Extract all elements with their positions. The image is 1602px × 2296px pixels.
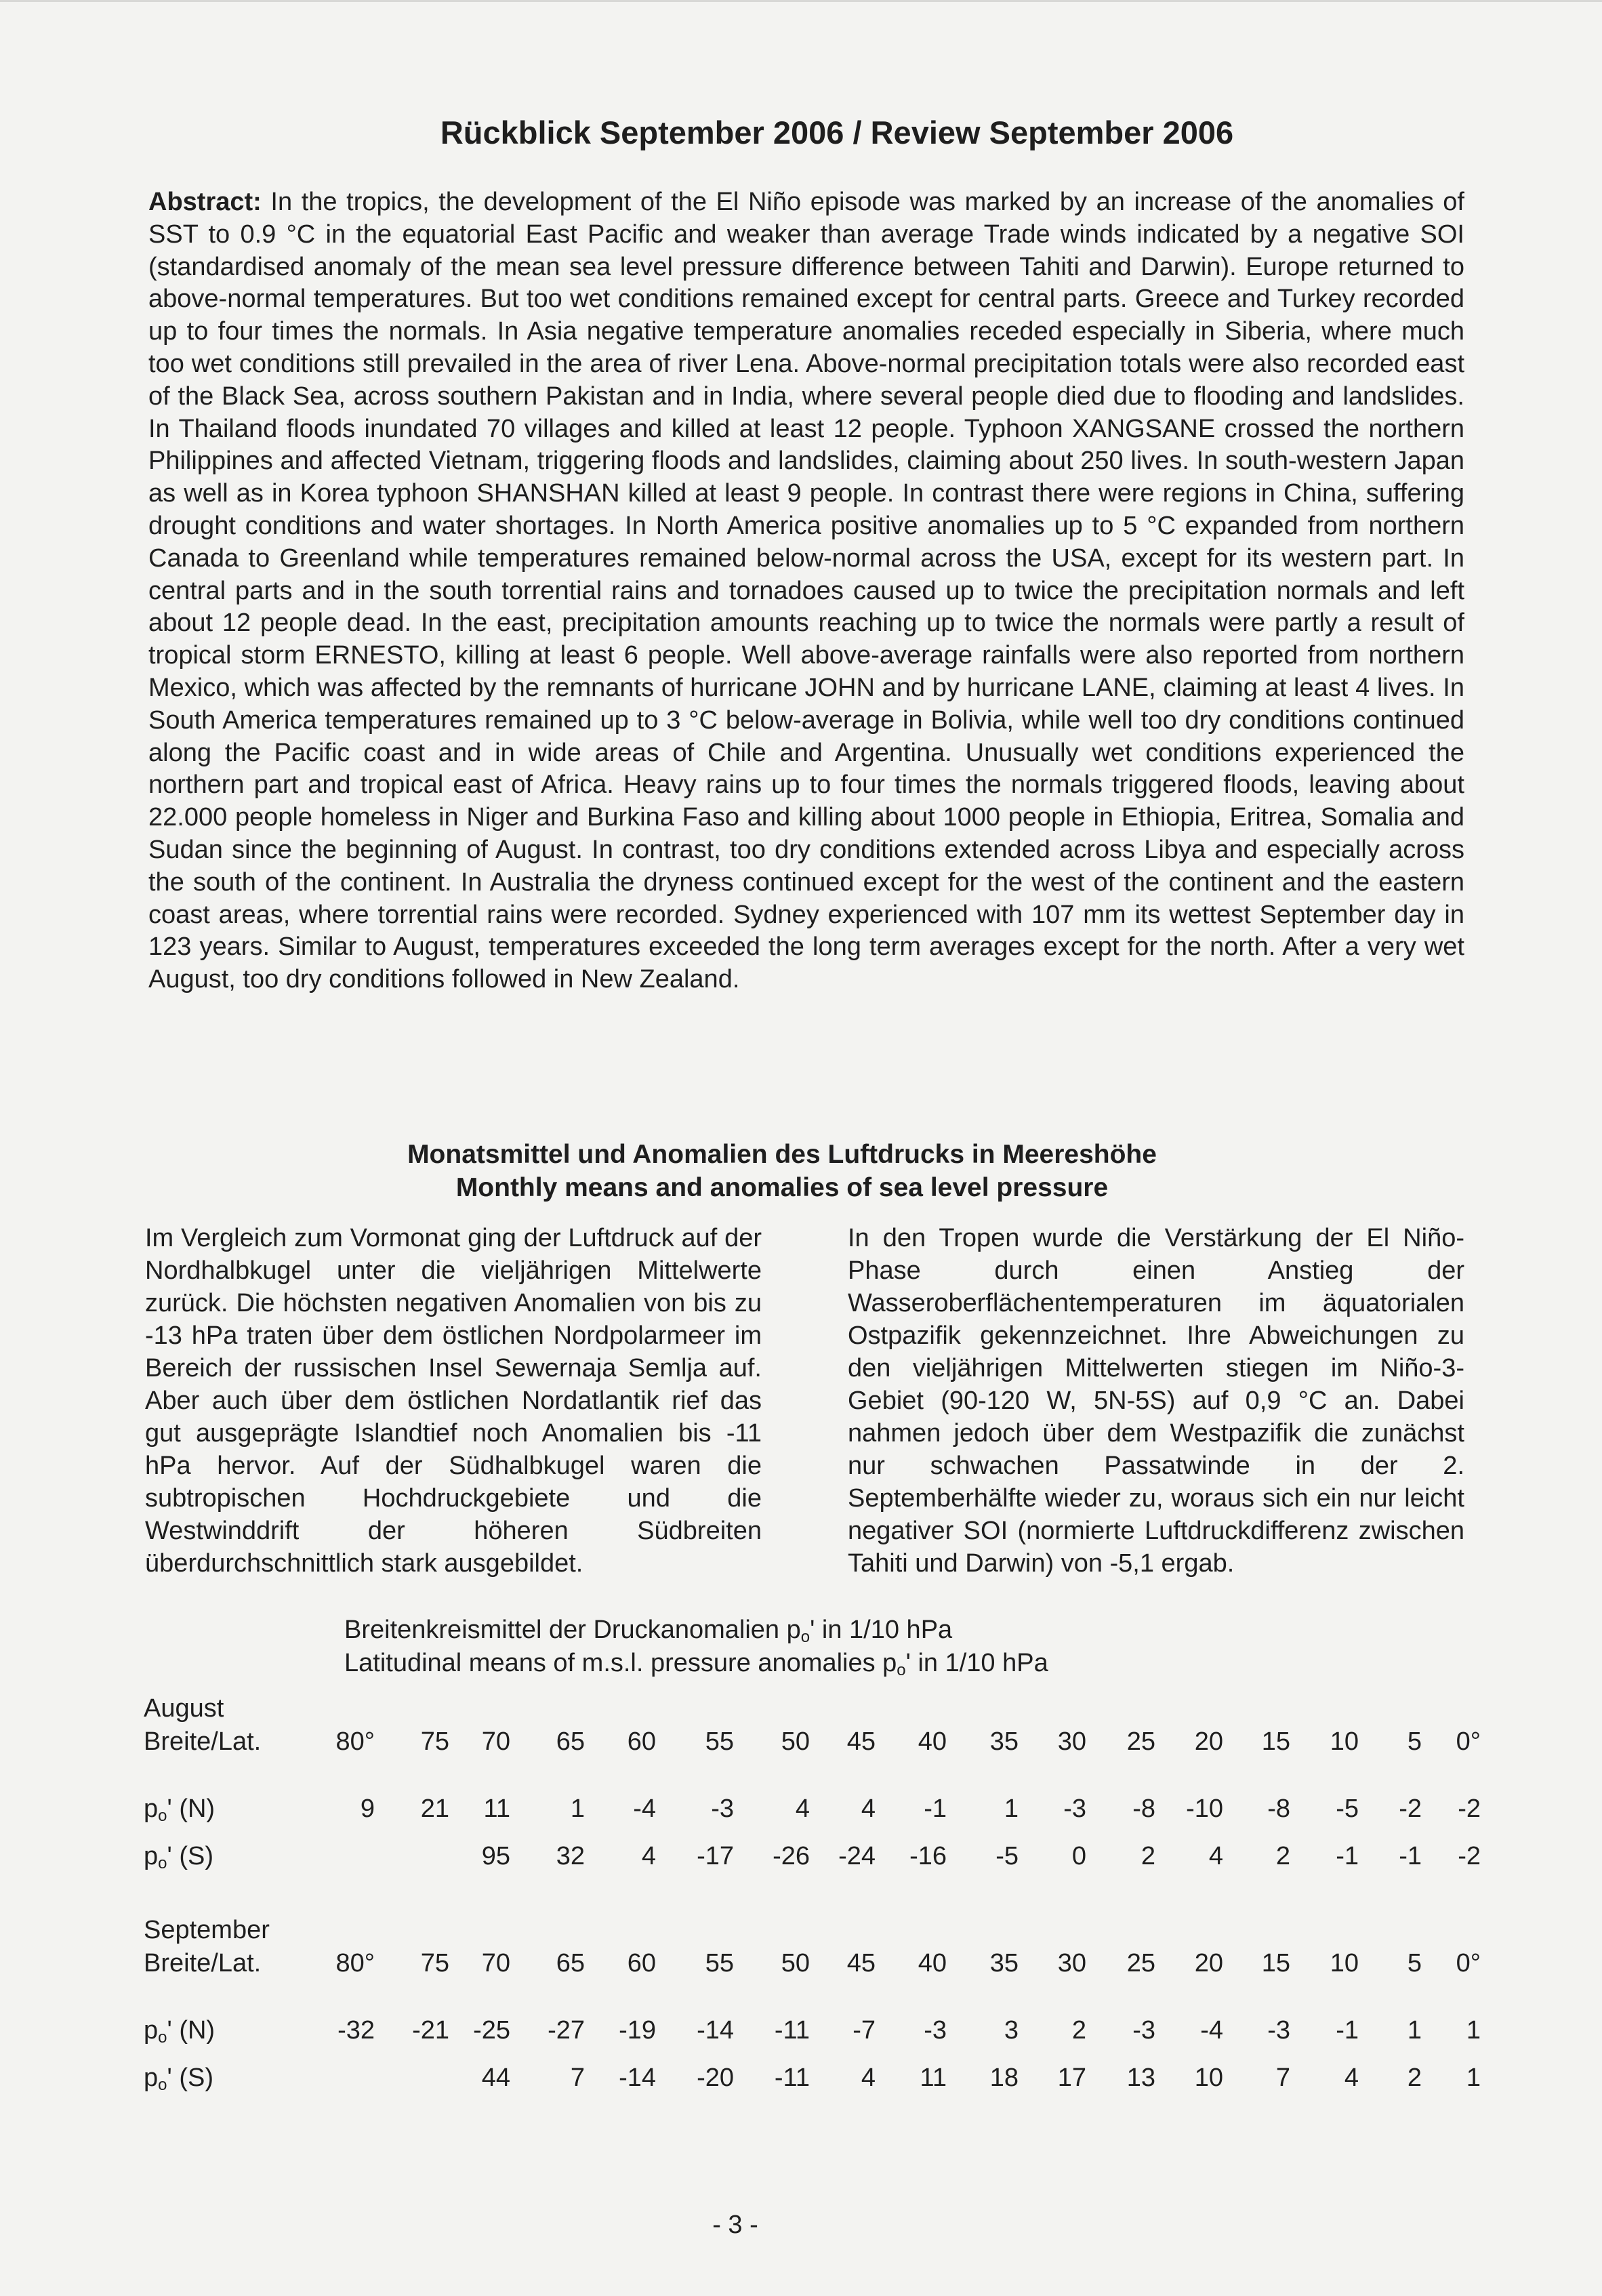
latitude-cell: 80° bbox=[335, 1949, 375, 1977]
latitude-cell: 55 bbox=[705, 1727, 734, 1756]
value-cell: -19 bbox=[619, 2016, 656, 2045]
abstract-label: Abstract: bbox=[148, 188, 262, 216]
latitude-cell: 50 bbox=[781, 1949, 810, 1977]
table-month-label bbox=[0, 1916, 1602, 1950]
latitude-cell: 75 bbox=[420, 1949, 449, 1977]
row-label-south: $p_o'$ (S) bbox=[144, 1842, 213, 1872]
value-cell: 7 bbox=[570, 2064, 585, 2092]
value-cell: 1 bbox=[1466, 2064, 1481, 2092]
table-latitude-row bbox=[0, 1949, 1602, 1983]
latitude-cell: 70 bbox=[481, 1727, 510, 1756]
value-cell: 2 bbox=[1141, 1842, 1155, 1870]
value-cell: -8 bbox=[1267, 1795, 1290, 1823]
latitude-cell: 35 bbox=[989, 1949, 1019, 1977]
latitude-cell: 45 bbox=[846, 1949, 876, 1977]
value-cell: 4 bbox=[795, 1795, 810, 1823]
value-cell: 32 bbox=[556, 1842, 585, 1870]
value-cell: -3 bbox=[711, 1795, 734, 1823]
value-cell: -4 bbox=[633, 1795, 656, 1823]
value-cell: 2 bbox=[1275, 1842, 1290, 1870]
latitude-cell: 30 bbox=[1057, 1949, 1086, 1977]
value-cell: 1 bbox=[1466, 2016, 1481, 2045]
row-label-north: $p_o'$ (N) bbox=[144, 2016, 215, 2047]
value-cell: -1 bbox=[924, 1795, 947, 1823]
value-cell: -3 bbox=[1063, 1795, 1086, 1823]
abstract bbox=[148, 186, 1464, 996]
value-cell: 1 bbox=[1407, 2016, 1422, 2045]
value-cell: 21 bbox=[420, 1795, 449, 1823]
table-heading-en: Latitudinal means of m.s.l. pressure anomalies $p_o'$ in 1/10 hPa bbox=[344, 1649, 1048, 1679]
latitude-cell: 65 bbox=[556, 1949, 585, 1977]
latitude-cell: 60 bbox=[627, 1727, 656, 1756]
latitude-cell: 20 bbox=[1194, 1949, 1223, 1977]
value-cell: -3 bbox=[1267, 2016, 1290, 2045]
value-cell: -3 bbox=[924, 2016, 947, 2045]
value-cell: 17 bbox=[1057, 2064, 1086, 2092]
latitude-cell: 35 bbox=[989, 1727, 1019, 1756]
latitude-cell: 30 bbox=[1057, 1727, 1086, 1756]
section-text-column-2: In den Tropen wurde die Verstärkung der El Niño-Phase durch einen Anstieg der Wasseroberflächentemperaturen im äquatorialen Ostpazifik gekennzeichnet. Ihre Abweichungen zu den vieljährigen Mittelwerten stiegen im Niño-3-Gebiet (90-120 W, 5N-5S) auf 0,9 °C an. Dabei nahmen jedoch über dem Westpazifik die zunächst nur schwachen Passatwinde in der 2. Septemberhälfte wieder zu, woraus sich ein nur leicht negativer SOI (normierte Luftdruckdifferenz zwischen Tahiti und Darwin) von -5,1 ergab. bbox=[848, 1224, 1464, 1578]
value-cell: -24 bbox=[838, 1842, 876, 1870]
value-cell: 4 bbox=[1344, 2064, 1359, 2092]
section-heading-en: Monthly means and anomalies of sea level pressure bbox=[455, 1173, 1109, 1202]
row-label-south: $p_o'$ (S) bbox=[144, 2064, 213, 2094]
section-heading-de: Monatsmittel und Anomalien des Luftdrucks in Meereshöhe bbox=[407, 1140, 1157, 1169]
latitude-cell: 75 bbox=[420, 1727, 449, 1756]
latitude-cell: 45 bbox=[846, 1727, 876, 1756]
latitude-cell: 80° bbox=[335, 1727, 375, 1756]
value-cell: -1 bbox=[1336, 1842, 1359, 1870]
value-cell: 44 bbox=[481, 2064, 510, 2092]
latitude-cell: 50 bbox=[781, 1727, 810, 1756]
value-cell: -2 bbox=[1458, 1795, 1481, 1823]
latitude-cell: 10 bbox=[1330, 1727, 1359, 1756]
latitude-label: Breite/Lat. bbox=[144, 1949, 262, 1977]
value-cell: -21 bbox=[412, 2016, 449, 2045]
value-cell: -4 bbox=[1200, 2016, 1223, 2045]
table-heading-de: Breitenkreismittel der Druckanomalien $p_o'$ in 1/10 hPa bbox=[344, 1616, 953, 1646]
page-title: Rückblick September 2006 / Review September 2006 bbox=[440, 115, 1234, 150]
value-cell: -10 bbox=[1186, 1795, 1223, 1823]
value-cell: 4 bbox=[861, 2064, 876, 2092]
value-cell: 9 bbox=[360, 1795, 375, 1823]
latitude-cell: 10 bbox=[1330, 1949, 1359, 1977]
page-number: - 3 - bbox=[712, 2211, 758, 2239]
value-cell: 4 bbox=[861, 1795, 876, 1823]
table-latitude-row bbox=[0, 1727, 1602, 1761]
table-row-south bbox=[0, 1842, 1602, 1876]
value-cell: -5 bbox=[1336, 1795, 1359, 1823]
value-cell: 18 bbox=[989, 2064, 1019, 2092]
table-row-south bbox=[0, 2064, 1602, 2097]
table-row-north bbox=[0, 1795, 1602, 1828]
latitude-cell: 20 bbox=[1194, 1727, 1223, 1756]
latitude-cell: 0° bbox=[1456, 1949, 1481, 1977]
value-cell: -1 bbox=[1336, 2016, 1359, 2045]
value-cell: -8 bbox=[1132, 1795, 1155, 1823]
value-cell: -25 bbox=[473, 2016, 510, 2045]
value-cell: 3 bbox=[1004, 2016, 1019, 2045]
page-edge bbox=[0, 0, 1602, 2]
value-cell: 4 bbox=[1208, 1842, 1223, 1870]
value-cell: 2 bbox=[1407, 2064, 1422, 2092]
value-cell: 13 bbox=[1126, 2064, 1155, 2092]
latitude-label: Breite/Lat. bbox=[144, 1727, 262, 1756]
row-label-north: $p_o'$ (N) bbox=[144, 1795, 215, 1825]
value-cell: -14 bbox=[697, 2016, 734, 2045]
value-cell: 4 bbox=[641, 1842, 656, 1870]
latitude-cell: 5 bbox=[1407, 1727, 1422, 1756]
value-cell: -3 bbox=[1132, 2016, 1155, 2045]
value-cell: 10 bbox=[1194, 2064, 1223, 2092]
latitude-cell: 15 bbox=[1261, 1727, 1290, 1756]
value-cell: 2 bbox=[1071, 2016, 1086, 2045]
latitude-cell: 25 bbox=[1126, 1727, 1155, 1756]
section-text-column-1: Im Vergleich zum Vormonat ging der Luftdruck auf der Nordhalbkugel unter die vieljährigen Mittelwerte zurück. Die höchsten negativen Anomalien von bis zu -13 hPa traten über dem östlichen Nordpolarmeer im Bereich der russischen Insel Sewernaja Semlja auf. Aber auch über dem östlichen Nordatlantik rief das gut ausgeprägte Islandtief noch Anomalien bis -11 hPa hervor. Auf der Südhalbkugel waren die subtropischen Hochdruckgebiete und die Westwinddrift der höheren Südbreiten überdurchschnittlich stark ausgebildet. bbox=[145, 1224, 762, 1578]
latitude-cell: 0° bbox=[1456, 1727, 1481, 1756]
latitude-cell: 65 bbox=[556, 1727, 585, 1756]
value-cell: 11 bbox=[483, 1795, 510, 1823]
value-cell: -7 bbox=[853, 2016, 876, 2045]
latitude-cell: 55 bbox=[705, 1949, 734, 1977]
table-month-label bbox=[0, 1694, 1602, 1728]
abstract-text: In the tropics, the development of the El Niño episode was marked by an increase of the anomalies of SST to 0.9 °C in the equatorial East Pacific and weaker than average Trade winds indicated by a negative SOI (standardised anomaly of the mean sea level pressure difference between Tahiti and Darwin). Europe returned to above-normal temperatures. But too wet conditions remained except for central parts. Greece and Turkey recorded up to four times the normals. In Asia negative temperature anomalies receded especially in Siberia, where much too wet conditions still prevailed in the area of river Lena. Above-normal precipitation totals were also recorded east of the Black Sea, across southern Pakistan and in India, where several people died due to flooding and landslides. In Thailand floods inundated 70 villages and killed at least 12 people. Typhoon XANGSANE crossed the northern Philippines and affected Vietnam, triggering floods and landslides, claiming about 250 lives. In south-western Japan as well as in Korea typhoon SHANSHAN killed at least 9 people. In contrast there were regions in China, suffering drought conditions and water shortages. In North America positive anomalies up to 5 °C expanded from northern Canada to Greenland while temperatures remained below-normal across the USA, except for its western part. In central parts and in the south torrential rains and tornadoes caused up to twice the precipitation normals and left about 12 people dead. In the east, precipitation amounts reaching up to twice the normals were partly a result of tropical storm ERNESTO, killing at least 6 people. Well above-average rainfalls were also reported from northern Mexico, which was affected by the remnants of hurricane JOHN and by hurricane LANE, claiming at least 4 lives. In South America temperatures remained up to 3 °C below-average in Bolivia, while well too dry conditions continued along the Pacific coast and in wide areas of Chile and Argentina. Unusually wet conditions experienced the northern part and tropical east of Africa. Heavy rains up to four times the normals triggered floods, leaving about 22.000 people homeless in Niger and Burkina Faso and killing about 1000 people in Ethiopia, Eritrea, Somalia and Sudan since the beginning of August. In contrast, too dry conditions extended across Libya and especially across the south of the continent. In Australia the dryness continued except for the west of the continent and the eastern coast areas, where torrential rains were recorded. Sydney experienced with 107 mm its wettest September day in 123 years. Similar to August, temperatures exceeded the long term averages except for the north. After a very wet August, too dry conditions followed in New Zealand. bbox=[148, 188, 1464, 994]
latitude-cell: 5 bbox=[1407, 1949, 1422, 1977]
value-cell: 0 bbox=[1071, 1842, 1086, 1870]
value-cell: -5 bbox=[995, 1842, 1019, 1870]
value-cell: -20 bbox=[697, 2064, 734, 2092]
value-cell: -1 bbox=[1399, 1842, 1422, 1870]
month-name: September bbox=[144, 1916, 270, 1944]
value-cell: 95 bbox=[481, 1842, 510, 1870]
value-cell: 7 bbox=[1275, 2064, 1290, 2092]
value-cell: -27 bbox=[548, 2016, 585, 2045]
latitude-cell: 60 bbox=[627, 1949, 656, 1977]
latitude-cell: 40 bbox=[918, 1949, 947, 1977]
latitude-cell: 70 bbox=[481, 1949, 510, 1977]
value-cell: -2 bbox=[1399, 1795, 1422, 1823]
month-name: August bbox=[144, 1694, 224, 1723]
latitude-cell: 40 bbox=[918, 1727, 947, 1756]
value-cell: -32 bbox=[337, 2016, 375, 2045]
table-row-north bbox=[0, 2016, 1602, 2050]
value-cell: 11 bbox=[920, 2064, 947, 2092]
value-cell: -2 bbox=[1458, 1842, 1481, 1870]
value-cell: -26 bbox=[773, 1842, 810, 1870]
value-cell: -11 bbox=[774, 2064, 810, 2092]
value-cell: 1 bbox=[1004, 1795, 1019, 1823]
value-cell: 1 bbox=[570, 1795, 585, 1823]
value-cell: -11 bbox=[774, 2016, 810, 2045]
latitude-cell: 25 bbox=[1126, 1949, 1155, 1977]
value-cell: -14 bbox=[619, 2064, 656, 2092]
value-cell: -16 bbox=[909, 1842, 947, 1870]
latitude-cell: 15 bbox=[1261, 1949, 1290, 1977]
value-cell: -17 bbox=[697, 1842, 734, 1870]
